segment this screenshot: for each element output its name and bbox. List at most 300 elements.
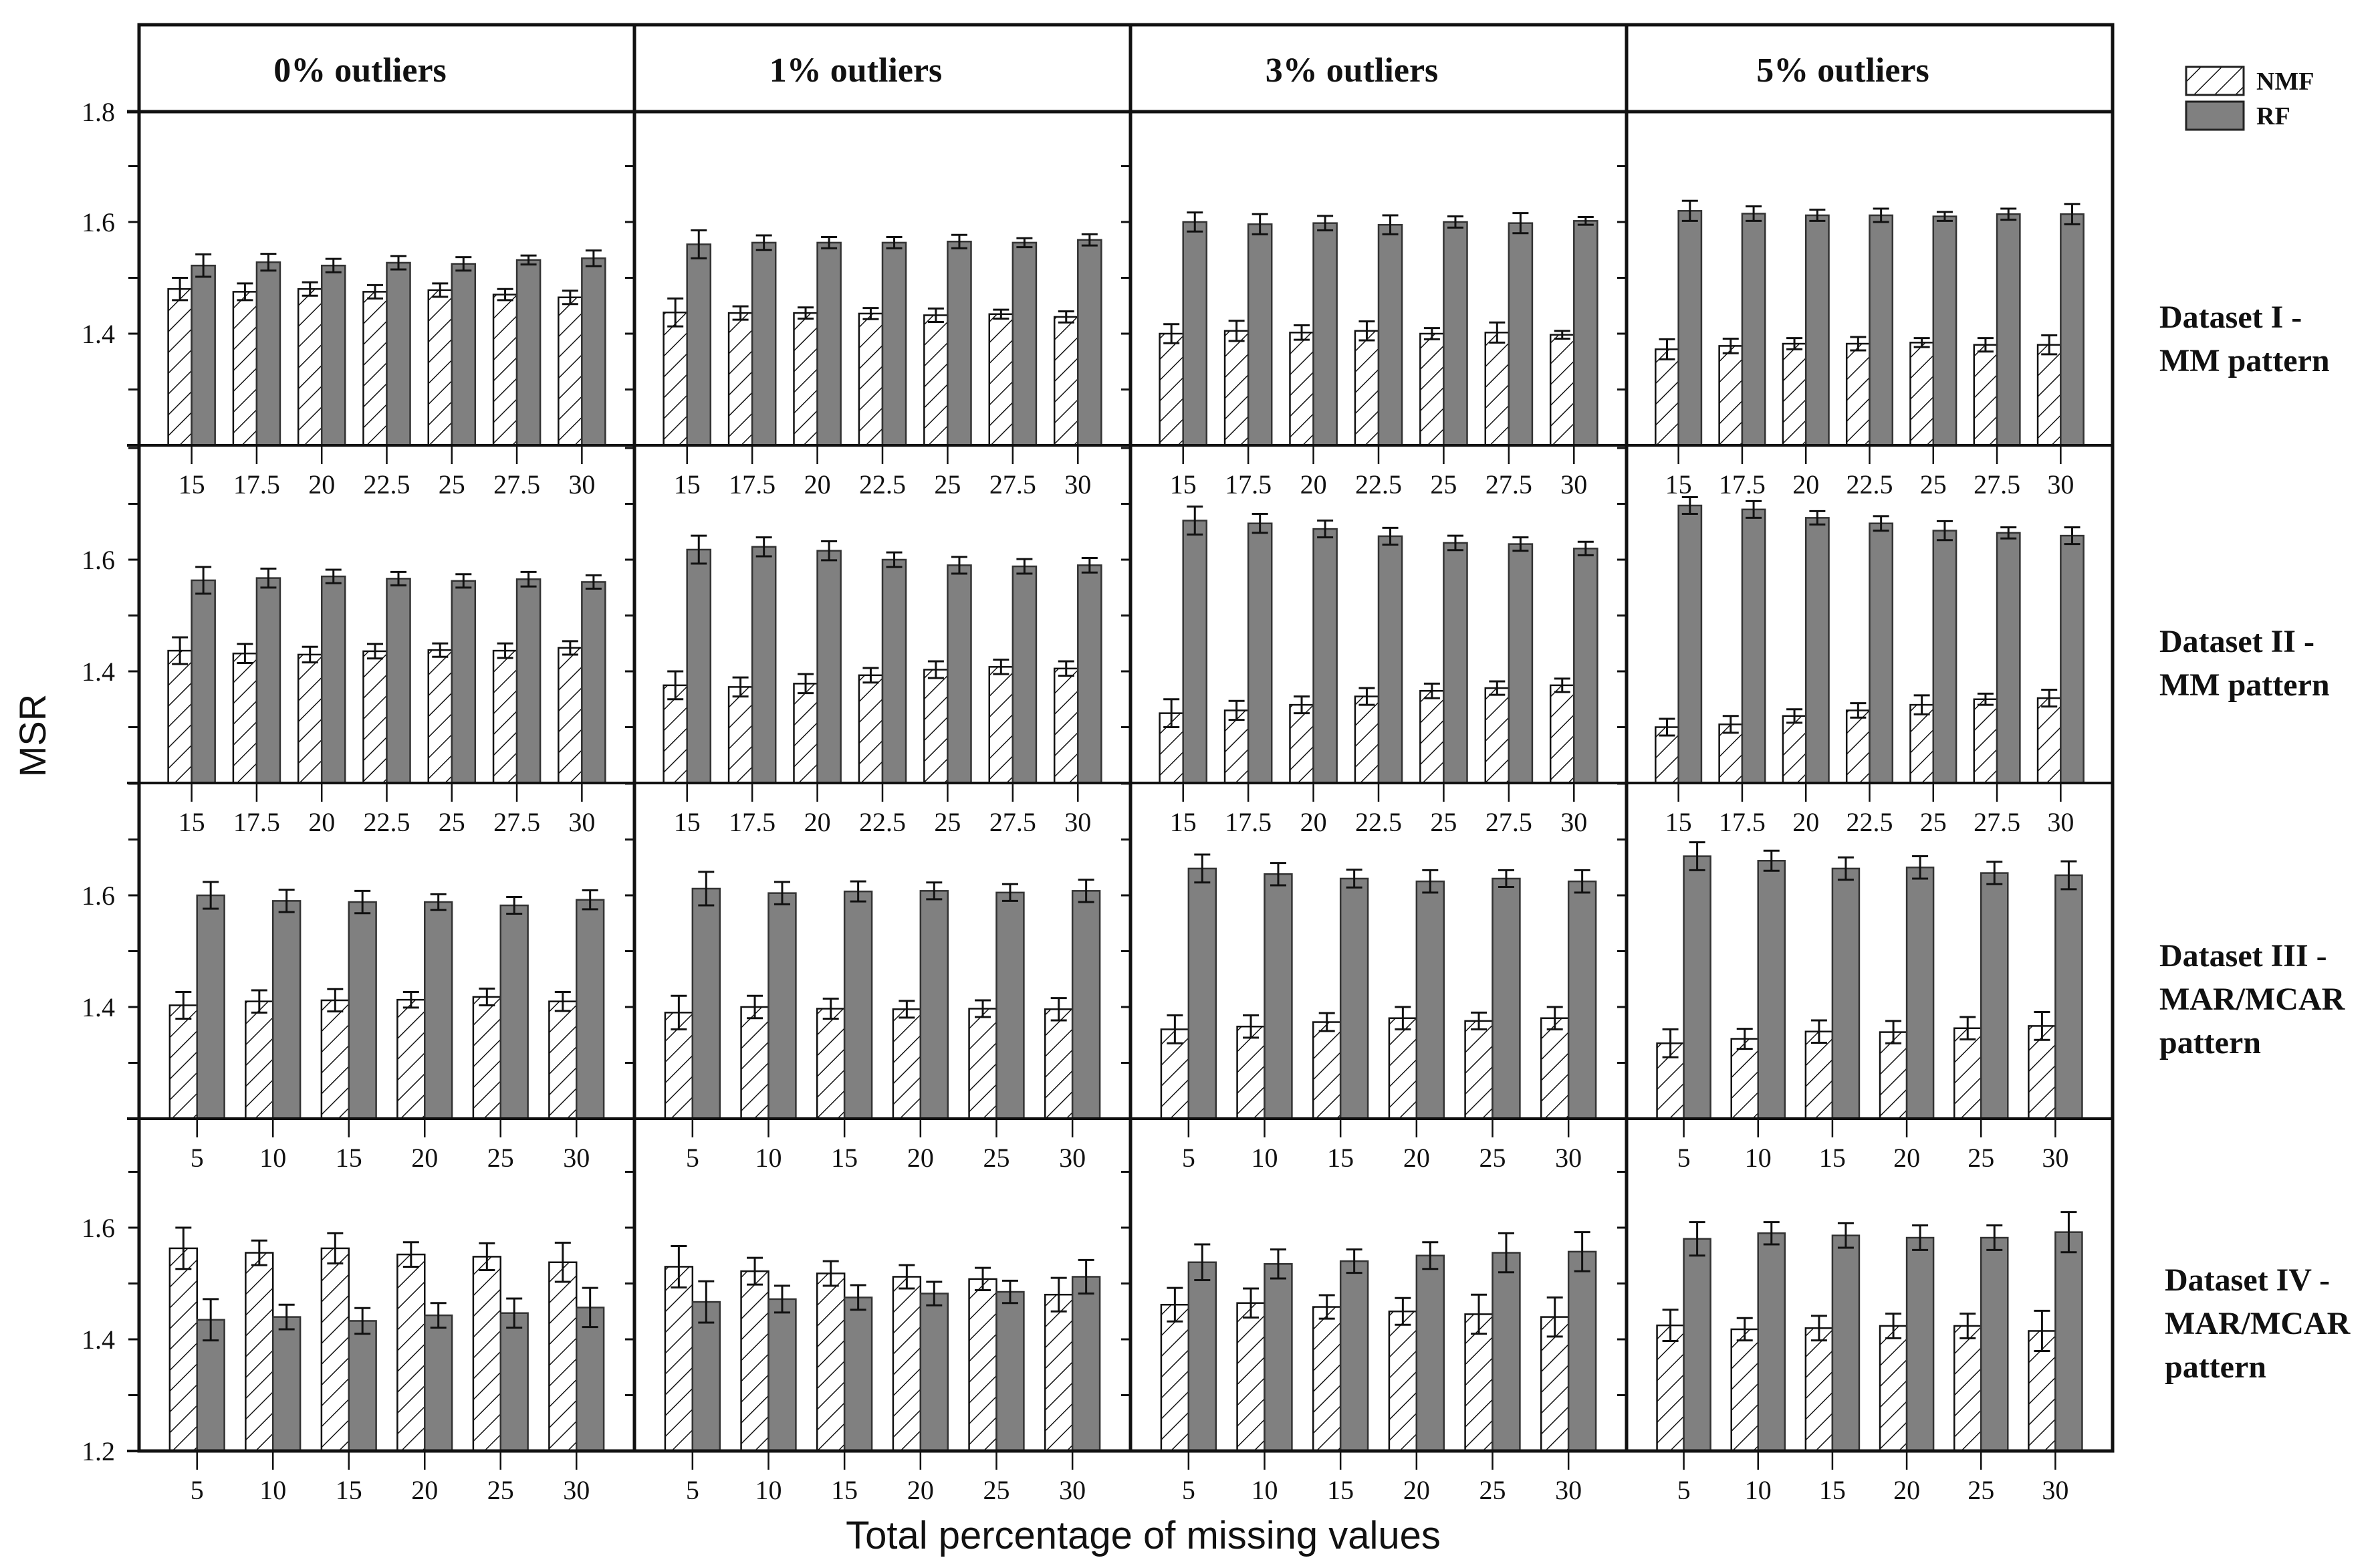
bar-nmf [1550, 685, 1574, 783]
row-label: Dataset III - [2159, 938, 2327, 974]
bar-rf [947, 565, 971, 783]
row-label: Dataset II - [2159, 624, 2314, 659]
bar-rf [1078, 565, 1101, 783]
bar-nmf [665, 1266, 693, 1451]
bar-rf [501, 905, 528, 1119]
bar-rf [273, 901, 300, 1119]
bar-rf [273, 1317, 300, 1451]
bar-nmf [741, 1271, 769, 1451]
bar-rf [192, 580, 215, 783]
bar-nmf [1655, 349, 1678, 445]
x-tick-label: 30 [563, 1143, 590, 1173]
bar-nmf [969, 1009, 997, 1119]
row-label: pattern [2165, 1349, 2266, 1385]
x-tick-label: 15 [178, 469, 205, 499]
x-tick-label: 20 [1792, 807, 1820, 837]
bar-nmf [549, 1002, 576, 1119]
bar-nmf [924, 315, 947, 445]
bar-rf [576, 900, 604, 1119]
panel-r2-c2 [625, 448, 1130, 837]
bar-nmf [1485, 688, 1509, 783]
bar-nmf [558, 648, 582, 783]
bar-nmf [170, 1005, 197, 1119]
bar-nmf [493, 651, 517, 783]
bar-nmf [429, 650, 452, 783]
panel-r3-c4 [1617, 784, 2113, 1173]
bar-nmf [1847, 710, 1869, 783]
bar-rf [322, 576, 345, 783]
bar-nmf [1880, 1032, 1907, 1119]
bar-rf [349, 1321, 376, 1451]
bar-nmf [893, 1276, 921, 1451]
bar-rf [1340, 1261, 1368, 1451]
bar-rf [921, 891, 948, 1119]
bar-rf [1870, 215, 1893, 445]
x-tick-label: 27.5 [1974, 469, 2021, 499]
x-tick-label: 10 [1251, 1143, 1278, 1173]
bar-rf [844, 1297, 872, 1451]
bar-rf [197, 895, 225, 1119]
x-tick-label: 20 [1403, 1475, 1430, 1505]
bar-nmf [298, 289, 322, 445]
bar-nmf [1847, 344, 1869, 445]
x-tick-label: 15 [673, 469, 701, 499]
bar-nmf [1657, 1325, 1684, 1451]
bar-nmf [233, 653, 257, 783]
x-tick-label: 17.5 [1225, 469, 1272, 499]
bar-nmf [1290, 705, 1313, 783]
x-tick-label: 10 [1744, 1143, 1772, 1173]
panel-r3-c1 [127, 784, 634, 1173]
bar-nmf [397, 1254, 425, 1451]
bar-rf [1314, 529, 1337, 783]
bar-rf [882, 243, 906, 445]
x-tick-label: 10 [1251, 1475, 1278, 1505]
x-tick-label: 5 [190, 1143, 204, 1173]
x-tick-label: 20 [804, 807, 831, 837]
bar-rf [1907, 1238, 1933, 1451]
bar-nmf [170, 1248, 197, 1451]
bar-nmf [1389, 1311, 1417, 1451]
bar-rf [1509, 223, 1532, 445]
row-label: Dataset I - [2159, 300, 2302, 335]
bar-nmf [794, 313, 817, 445]
bar-nmf [1974, 699, 1997, 783]
bar-nmf [549, 1262, 576, 1451]
column-header: 1% outliers [769, 51, 943, 90]
row-label: MM pattern [2159, 667, 2330, 703]
bar-nmf [429, 290, 452, 445]
bar-nmf [1910, 705, 1933, 783]
bar-nmf [322, 1000, 349, 1119]
bar-rf [1248, 524, 1272, 783]
column-header: 3% outliers [1265, 51, 1439, 90]
bar-rf [1013, 243, 1036, 445]
bar-nmf [859, 675, 882, 783]
bar-rf [1684, 857, 1711, 1119]
x-tick-label: 15 [1665, 807, 1692, 837]
bar-nmf [1420, 334, 1443, 445]
x-tick-label: 22.5 [1355, 807, 1402, 837]
bar-nmf [1974, 345, 1997, 445]
x-tick-label: 15 [1327, 1475, 1354, 1505]
x-tick-label: 10 [755, 1475, 782, 1505]
bar-rf [1379, 536, 1402, 783]
bar-rf [192, 265, 215, 445]
panel-r3-c2 [625, 784, 1130, 1173]
bar-nmf [1783, 716, 1806, 783]
bar-nmf [1485, 332, 1509, 445]
x-tick-label: 25 [1919, 807, 1947, 837]
bar-nmf [989, 314, 1013, 445]
x-tick-label: 15 [673, 807, 701, 837]
x-tick-label: 15 [178, 807, 205, 837]
x-tick-label: 25 [1479, 1143, 1506, 1173]
x-tick-label: 20 [804, 469, 831, 499]
bar-nmf [1355, 331, 1379, 445]
bar-rf [1806, 215, 1828, 445]
x-tick-label: 15 [1818, 1143, 1846, 1173]
y-tick-label: 1.8 [82, 97, 115, 127]
bar-nmf [1045, 1009, 1072, 1119]
x-tick-label: 20 [411, 1475, 439, 1505]
y-tick-label: 1.4 [82, 1325, 115, 1355]
x-tick-label: 30 [2042, 1143, 2069, 1173]
bar-nmf [817, 1273, 844, 1451]
bar-nmf [1389, 1018, 1417, 1119]
bar-rf [1870, 524, 1893, 783]
bar-nmf [1225, 710, 1248, 783]
legend [2186, 67, 2314, 130]
x-tick-label: 22.5 [1846, 807, 1893, 837]
panel-r2-c4 [1617, 448, 2113, 837]
bar-rf [1574, 548, 1597, 783]
y-tick-label: 1.4 [82, 319, 115, 349]
bar-nmf [1910, 342, 1933, 445]
bar-rf [818, 243, 841, 445]
bar-nmf [1355, 697, 1379, 783]
x-tick-label: 22.5 [859, 469, 906, 499]
bar-rf [1189, 1262, 1216, 1451]
bar-nmf [168, 651, 192, 783]
bar-rf [582, 582, 605, 783]
bar-nmf [1290, 332, 1313, 445]
bar-rf [1189, 869, 1216, 1119]
y-tick-label: 1.6 [82, 545, 115, 575]
bar-rf [1684, 1239, 1711, 1451]
bar-nmf [1783, 344, 1806, 445]
bar-nmf [233, 292, 257, 445]
x-tick-label: 25 [438, 807, 465, 837]
bar-rf [1417, 881, 1444, 1119]
y-tick-label: 1.4 [82, 657, 115, 687]
bar-rf [997, 893, 1024, 1119]
x-tick-label: 30 [568, 807, 596, 837]
bar-rf [1340, 879, 1368, 1119]
bar-rf [1832, 1236, 1859, 1451]
bar-rf [752, 243, 776, 445]
x-tick-label: 25 [1919, 469, 1947, 499]
bar-rf [452, 581, 475, 783]
bar-nmf [1732, 1329, 1758, 1451]
bar-rf [1997, 214, 2020, 445]
bar-rf [501, 1313, 528, 1451]
bar-rf [1013, 566, 1036, 783]
x-tick-label: 20 [907, 1475, 934, 1505]
bar-nmf [245, 1002, 273, 1119]
bar-rf [1183, 222, 1207, 445]
x-tick-label: 15 [1169, 807, 1197, 837]
bar-nmf [1160, 334, 1183, 445]
x-tick-label: 5 [1677, 1143, 1691, 1173]
panel-r4-c4 [1617, 1172, 2113, 1506]
bar-rf [921, 1294, 948, 1451]
panel-r3-c3 [1121, 784, 1627, 1173]
bar-rf [882, 560, 906, 783]
x-tick-label: 10 [755, 1143, 782, 1173]
bar-nmf [1225, 331, 1248, 445]
x-axis-label: Total percentage of missing values [846, 1514, 1441, 1557]
bar-rf [1509, 544, 1532, 783]
bar-rf [517, 579, 540, 783]
bar-nmf [473, 1256, 501, 1451]
legend-label: NMF [2256, 68, 2314, 96]
legend-label: RF [2256, 102, 2290, 130]
x-tick-label: 25 [438, 469, 465, 499]
x-tick-label: 5 [685, 1143, 699, 1173]
panel-r1-c4 [1617, 166, 2113, 500]
bar-rf [687, 550, 711, 783]
bar-nmf [558, 298, 582, 445]
x-tick-label: 30 [1059, 1143, 1086, 1173]
x-tick-label: 30 [1059, 1475, 1086, 1505]
x-tick-label: 30 [1064, 807, 1092, 837]
x-tick-label: 25 [1968, 1143, 1995, 1173]
bar-rf [425, 902, 452, 1119]
bar-nmf [1806, 1032, 1832, 1119]
bar-nmf [1313, 1022, 1340, 1119]
x-tick-label: 25 [983, 1143, 1010, 1173]
x-tick-label: 15 [335, 1143, 362, 1173]
bar-rf [452, 264, 475, 445]
bar-rf [1758, 861, 1785, 1119]
legend-swatch-nmf [2186, 67, 2244, 95]
bar-rf [1265, 1264, 1292, 1451]
panel-r1-c2 [625, 166, 1130, 500]
x-tick-label: 20 [308, 469, 336, 499]
bar-rf [947, 241, 971, 445]
x-tick-label: 17.5 [1225, 807, 1272, 837]
y-tick-label: 1.6 [82, 1213, 115, 1243]
bar-nmf [1237, 1303, 1265, 1451]
x-tick-label: 27.5 [1974, 807, 2021, 837]
x-tick-label: 17.5 [233, 469, 280, 499]
bar-rf [1574, 221, 1597, 445]
bar-nmf [168, 289, 192, 445]
y-axis-label: MSR [11, 693, 53, 778]
bar-nmf [1541, 1018, 1568, 1119]
bar-rf [1493, 879, 1520, 1119]
x-tick-label: 5 [1181, 1143, 1195, 1173]
bar-rf [1742, 510, 1765, 783]
x-tick-label: 20 [1403, 1143, 1430, 1173]
x-tick-label: 25 [487, 1143, 514, 1173]
x-tick-label: 20 [1300, 807, 1327, 837]
panel-r4-c3 [1121, 1172, 1627, 1506]
x-tick-label: 5 [190, 1475, 204, 1505]
bar-nmf [859, 314, 882, 445]
x-tick-label: 22.5 [1355, 469, 1402, 499]
bar-rf [687, 244, 711, 445]
bar-nmf [473, 997, 501, 1119]
bar-nmf [893, 1009, 921, 1119]
bar-nmf [1880, 1326, 1907, 1451]
bar-rf [349, 902, 376, 1119]
bar-rf [1314, 223, 1337, 445]
row-label: MAR/MCAR [2165, 1306, 2351, 1341]
bar-rf [1072, 891, 1100, 1119]
bar-rf [1568, 881, 1596, 1119]
x-tick-label: 30 [1555, 1143, 1582, 1173]
y-tick-label: 1.6 [82, 207, 115, 237]
bar-rf [844, 891, 872, 1119]
bar-rf [693, 889, 720, 1119]
bar-rf [517, 260, 540, 445]
x-tick-label: 27.5 [1485, 469, 1532, 499]
bar-rf [2060, 536, 2083, 783]
bar-rf [1679, 506, 1701, 783]
x-tick-label: 20 [411, 1143, 439, 1173]
row-label: Dataset IV - [2165, 1262, 2331, 1298]
bar-rf [997, 1292, 1024, 1451]
bar-rf [1493, 1253, 1520, 1451]
x-tick-label: 20 [1893, 1475, 1921, 1505]
x-tick-label: 27.5 [989, 807, 1036, 837]
bar-rf [1443, 222, 1467, 445]
bar-nmf [1237, 1026, 1265, 1119]
x-tick-label: 17.5 [1718, 807, 1766, 837]
x-tick-label: 5 [685, 1475, 699, 1505]
bar-nmf [729, 687, 752, 783]
panel-r1-c1 [127, 166, 634, 500]
panel-r2-c3 [1121, 448, 1627, 837]
bar-rf [1265, 874, 1292, 1119]
x-tick-label: 20 [1893, 1143, 1921, 1173]
x-tick-label: 22.5 [363, 469, 410, 499]
bar-rf [752, 547, 776, 783]
bar-rf [1832, 869, 1859, 1119]
bar-nmf [298, 655, 322, 783]
bar-rf [1417, 1256, 1444, 1451]
x-tick-label: 30 [2042, 1475, 2069, 1505]
bar-rf [1806, 518, 1828, 783]
bar-nmf [1054, 669, 1078, 783]
x-tick-label: 30 [1555, 1475, 1582, 1505]
x-tick-label: 10 [259, 1475, 287, 1505]
bar-rf [769, 893, 796, 1119]
bar-rf [1568, 1252, 1596, 1451]
bar-nmf [729, 313, 752, 445]
bar-rf [1933, 217, 1956, 445]
panel-r4-c2 [625, 1172, 1130, 1506]
x-tick-label: 25 [934, 469, 961, 499]
bar-nmf [363, 292, 386, 445]
x-tick-label: 30 [1064, 469, 1092, 499]
bar-nmf [1465, 1021, 1493, 1119]
bar-rf [1981, 1238, 2008, 1451]
x-tick-label: 5 [1677, 1475, 1691, 1505]
bar-rf [1443, 543, 1467, 783]
panel-r4-c1 [127, 1172, 634, 1506]
bar-rf [1907, 867, 1933, 1119]
bar-rf [1981, 873, 2008, 1119]
bar-nmf [969, 1279, 997, 1451]
bar-nmf [1732, 1039, 1758, 1119]
bar-nmf [794, 683, 817, 783]
x-tick-label: 15 [831, 1143, 858, 1173]
bar-nmf [245, 1253, 273, 1451]
column-header: 5% outliers [1756, 51, 1929, 90]
bar-rf [257, 262, 280, 445]
x-tick-label: 10 [259, 1143, 287, 1173]
x-tick-label: 20 [1792, 469, 1820, 499]
x-tick-label: 22.5 [859, 807, 906, 837]
row-label: pattern [2159, 1025, 2261, 1060]
bar-nmf [2038, 345, 2060, 445]
bar-nmf [1550, 335, 1574, 445]
bar-rf [1072, 1276, 1100, 1451]
x-tick-label: 25 [1968, 1475, 1995, 1505]
x-tick-label: 20 [907, 1143, 934, 1173]
x-tick-label: 17.5 [233, 807, 280, 837]
row-label: MM pattern [2159, 343, 2330, 378]
bar-rf [387, 263, 410, 445]
x-tick-label: 22.5 [363, 807, 410, 837]
x-tick-label: 30 [568, 469, 596, 499]
y-tick-label: 1.4 [82, 992, 115, 1022]
x-tick-label: 30 [1560, 469, 1588, 499]
bar-nmf [493, 295, 517, 445]
x-tick-label: 30 [2047, 469, 2074, 499]
x-tick-label: 25 [983, 1475, 1010, 1505]
bar-nmf [989, 667, 1013, 783]
y-tick-label: 1.6 [82, 881, 115, 911]
x-tick-label: 17.5 [1718, 469, 1766, 499]
bar-nmf [817, 1009, 844, 1119]
bar-nmf [1313, 1307, 1340, 1451]
bar-rf [257, 578, 280, 783]
bar-nmf [1806, 1328, 1832, 1451]
x-tick-label: 15 [1818, 1475, 1846, 1505]
x-tick-label: 17.5 [729, 469, 776, 499]
bar-rf [1248, 224, 1272, 445]
bar-rf [1078, 240, 1101, 445]
bar-nmf [363, 651, 386, 783]
bar-rf [1679, 211, 1701, 445]
x-tick-label: 25 [1479, 1475, 1506, 1505]
bar-rf [322, 265, 345, 445]
bar-nmf [924, 669, 947, 783]
bar-nmf [741, 1007, 769, 1119]
bar-rf [2060, 214, 2083, 445]
x-tick-label: 25 [934, 807, 961, 837]
x-tick-label: 22.5 [1846, 469, 1893, 499]
panel-r2-c1 [127, 448, 634, 837]
x-tick-label: 20 [308, 807, 336, 837]
row-label: MAR/MCAR [2159, 982, 2345, 1017]
x-tick-label: 30 [563, 1475, 590, 1505]
x-tick-label: 25 [1430, 469, 1457, 499]
